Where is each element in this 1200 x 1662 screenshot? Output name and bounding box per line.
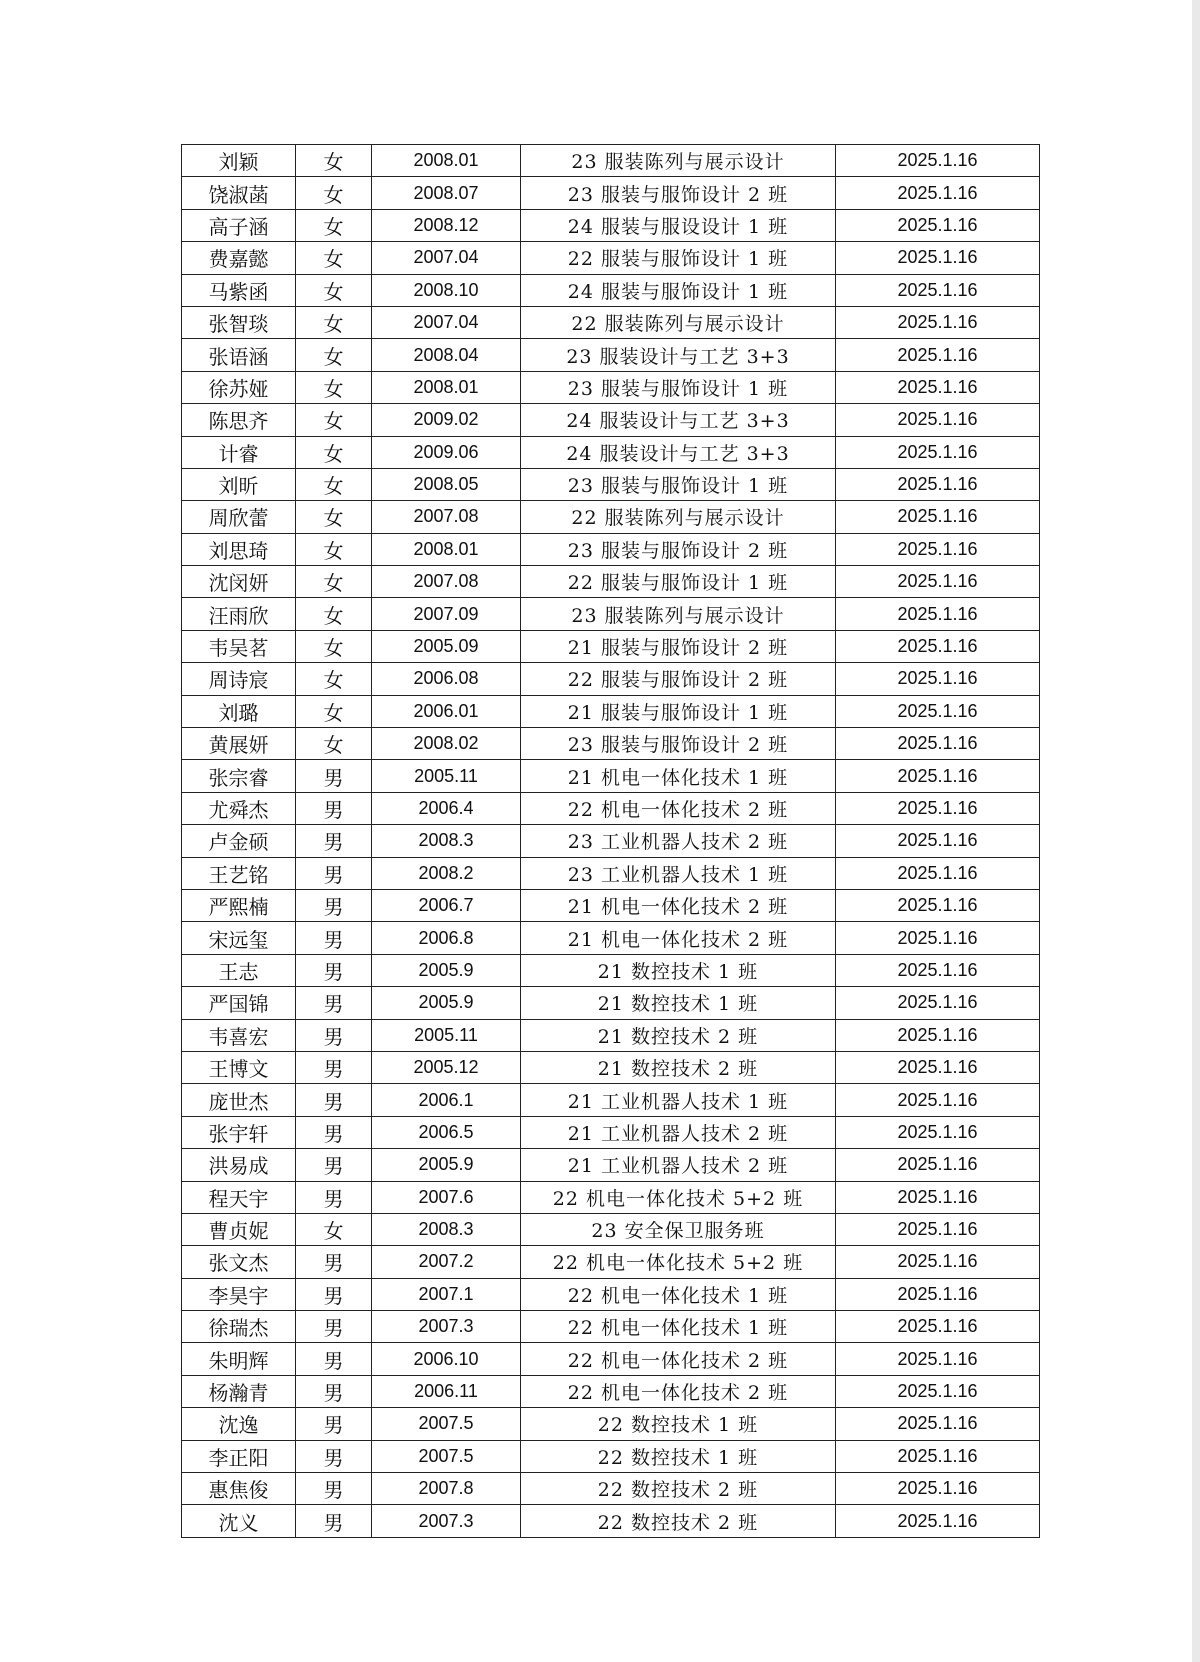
birth-date-cell: 2006.11 <box>372 1375 521 1407</box>
gender-cell: 男 <box>296 1019 372 1051</box>
gender-cell: 男 <box>296 1246 372 1278</box>
date-cell: 2025.1.16 <box>836 1311 1040 1343</box>
gender-cell: 男 <box>296 922 372 954</box>
table-row <box>182 533 1040 565</box>
date-cell: 2025.1.16 <box>836 1084 1040 1116</box>
birth-date-cell: 2007.2 <box>372 1246 521 1278</box>
table-row <box>182 598 1040 630</box>
birth-date-cell: 2005.12 <box>372 1051 521 1083</box>
class-cell: 21 工业机器人技术 2 班 <box>521 1116 836 1148</box>
table-row <box>182 339 1040 371</box>
class-cell: 21 数控技术 1 班 <box>521 987 836 1019</box>
date-cell: 2025.1.16 <box>836 436 1040 468</box>
gender-cell: 女 <box>296 468 372 500</box>
date-cell: 2025.1.16 <box>836 501 1040 533</box>
class-cell: 22 服装陈列与展示设计 <box>521 306 836 338</box>
name-cell: 沈闵妍 <box>182 566 296 598</box>
class-cell: 22 服装与服饰设计 1 班 <box>521 566 836 598</box>
class-cell: 23 服装陈列与展示设计 <box>521 145 836 177</box>
date-cell: 2025.1.16 <box>836 274 1040 306</box>
birth-date-cell: 2008.01 <box>372 533 521 565</box>
class-cell: 21 数控技术 2 班 <box>521 1019 836 1051</box>
table-row <box>182 792 1040 824</box>
class-cell: 22 数控技术 2 班 <box>521 1505 836 1537</box>
date-cell: 2025.1.16 <box>836 242 1040 274</box>
birth-date-cell: 2006.01 <box>372 695 521 727</box>
birth-date-cell: 2006.5 <box>372 1116 521 1148</box>
birth-date-cell: 2007.3 <box>372 1505 521 1537</box>
gender-cell: 女 <box>296 404 372 436</box>
gender-cell: 男 <box>296 1440 372 1472</box>
date-cell: 2025.1.16 <box>836 1440 1040 1472</box>
name-cell: 严国锦 <box>182 987 296 1019</box>
date-cell: 2025.1.16 <box>836 792 1040 824</box>
gender-cell: 女 <box>296 436 372 468</box>
date-cell: 2025.1.16 <box>836 1213 1040 1245</box>
class-cell: 24 服装设计与工艺 3+3 <box>521 404 836 436</box>
birth-date-cell: 2008.12 <box>372 209 521 241</box>
gender-cell: 女 <box>296 242 372 274</box>
student-roster-table <box>181 144 1040 1538</box>
table-row <box>182 1181 1040 1213</box>
birth-date-cell: 2008.2 <box>372 857 521 889</box>
gender-cell: 男 <box>296 1084 372 1116</box>
class-cell: 22 机电一体化技术 5+2 班 <box>521 1181 836 1213</box>
table-row <box>182 1473 1040 1505</box>
table-row <box>182 371 1040 403</box>
date-cell: 2025.1.16 <box>836 468 1040 500</box>
name-cell: 刘璐 <box>182 695 296 727</box>
class-cell: 22 数控技术 1 班 <box>521 1408 836 1440</box>
name-cell: 李正阳 <box>182 1440 296 1472</box>
name-cell: 计睿 <box>182 436 296 468</box>
gender-cell: 女 <box>296 177 372 209</box>
date-cell: 2025.1.16 <box>836 889 1040 921</box>
class-cell: 22 数控技术 1 班 <box>521 1440 836 1472</box>
birth-date-cell: 2007.5 <box>372 1408 521 1440</box>
birth-date-cell: 2006.8 <box>372 922 521 954</box>
name-cell: 沈逸 <box>182 1408 296 1440</box>
table-row <box>182 1019 1040 1051</box>
name-cell: 韦喜宏 <box>182 1019 296 1051</box>
birth-date-cell: 2008.10 <box>372 274 521 306</box>
name-cell: 徐瑞杰 <box>182 1311 296 1343</box>
name-cell: 张智琰 <box>182 306 296 338</box>
roster-body <box>182 145 1040 1538</box>
birth-date-cell: 2007.08 <box>372 566 521 598</box>
gender-cell: 男 <box>296 889 372 921</box>
name-cell: 徐苏娅 <box>182 371 296 403</box>
date-cell: 2025.1.16 <box>836 1149 1040 1181</box>
class-cell: 22 机电一体化技术 2 班 <box>521 792 836 824</box>
table-row <box>182 1246 1040 1278</box>
table-row <box>182 889 1040 921</box>
page-edge <box>1192 0 1200 1662</box>
gender-cell: 女 <box>296 145 372 177</box>
date-cell: 2025.1.16 <box>836 1019 1040 1051</box>
date-cell: 2025.1.16 <box>836 404 1040 436</box>
date-cell: 2025.1.16 <box>836 1505 1040 1537</box>
date-cell: 2025.1.16 <box>836 209 1040 241</box>
table-row <box>182 242 1040 274</box>
name-cell: 刘颖 <box>182 145 296 177</box>
birth-date-cell: 2006.4 <box>372 792 521 824</box>
class-cell: 23 工业机器人技术 1 班 <box>521 857 836 889</box>
name-cell: 高子涵 <box>182 209 296 241</box>
class-cell: 21 机电一体化技术 2 班 <box>521 889 836 921</box>
name-cell: 王志 <box>182 954 296 986</box>
table-row <box>182 1375 1040 1407</box>
date-cell: 2025.1.16 <box>836 825 1040 857</box>
name-cell: 马紫函 <box>182 274 296 306</box>
date-cell: 2025.1.16 <box>836 760 1040 792</box>
table-row <box>182 177 1040 209</box>
date-cell: 2025.1.16 <box>836 663 1040 695</box>
class-cell: 23 服装与服饰设计 1 班 <box>521 468 836 500</box>
date-cell: 2025.1.16 <box>836 728 1040 760</box>
class-cell: 23 服装设计与工艺 3+3 <box>521 339 836 371</box>
name-cell: 刘昕 <box>182 468 296 500</box>
name-cell: 王博文 <box>182 1051 296 1083</box>
table-row <box>182 1084 1040 1116</box>
gender-cell: 女 <box>296 501 372 533</box>
name-cell: 严熙楠 <box>182 889 296 921</box>
table-row <box>182 695 1040 727</box>
class-cell: 23 服装与服饰设计 2 班 <box>521 533 836 565</box>
class-cell: 23 服装与服饰设计 2 班 <box>521 177 836 209</box>
table-row <box>182 145 1040 177</box>
date-cell: 2025.1.16 <box>836 1181 1040 1213</box>
name-cell: 宋远玺 <box>182 922 296 954</box>
class-cell: 23 工业机器人技术 2 班 <box>521 825 836 857</box>
class-cell: 24 服装与服饰设计 1 班 <box>521 274 836 306</box>
name-cell: 张文杰 <box>182 1246 296 1278</box>
gender-cell: 女 <box>296 566 372 598</box>
table-row <box>182 306 1040 338</box>
name-cell: 程天宇 <box>182 1181 296 1213</box>
date-cell: 2025.1.16 <box>836 533 1040 565</box>
gender-cell: 女 <box>296 1213 372 1245</box>
gender-cell: 女 <box>296 274 372 306</box>
table-row <box>182 1505 1040 1537</box>
table-row <box>182 209 1040 241</box>
class-cell: 23 服装陈列与展示设计 <box>521 598 836 630</box>
name-cell: 杨瀚青 <box>182 1375 296 1407</box>
class-cell: 22 服装与服饰设计 1 班 <box>521 242 836 274</box>
table-row <box>182 663 1040 695</box>
class-cell: 24 服装与服设设计 1 班 <box>521 209 836 241</box>
date-cell: 2025.1.16 <box>836 1473 1040 1505</box>
gender-cell: 女 <box>296 339 372 371</box>
gender-cell: 男 <box>296 792 372 824</box>
name-cell: 韦吴茗 <box>182 630 296 662</box>
class-cell: 21 数控技术 2 班 <box>521 1051 836 1083</box>
class-cell: 23 服装与服饰设计 1 班 <box>521 371 836 403</box>
birth-date-cell: 2007.3 <box>372 1311 521 1343</box>
table-row <box>182 1213 1040 1245</box>
gender-cell: 男 <box>296 1278 372 1310</box>
gender-cell: 男 <box>296 857 372 889</box>
date-cell: 2025.1.16 <box>836 987 1040 1019</box>
birth-date-cell: 2005.9 <box>372 987 521 1019</box>
name-cell: 王艺铭 <box>182 857 296 889</box>
class-cell: 22 机电一体化技术 1 班 <box>521 1278 836 1310</box>
gender-cell: 男 <box>296 1181 372 1213</box>
name-cell: 黄展妍 <box>182 728 296 760</box>
gender-cell: 女 <box>296 598 372 630</box>
name-cell: 饶淑菡 <box>182 177 296 209</box>
name-cell: 周欣蕾 <box>182 501 296 533</box>
table-row <box>182 987 1040 1019</box>
class-cell: 21 机电一体化技术 2 班 <box>521 922 836 954</box>
gender-cell: 男 <box>296 1116 372 1148</box>
gender-cell: 男 <box>296 987 372 1019</box>
name-cell: 庞世杰 <box>182 1084 296 1116</box>
table-row <box>182 468 1040 500</box>
table-row <box>182 1311 1040 1343</box>
birth-date-cell: 2009.06 <box>372 436 521 468</box>
table-row <box>182 1408 1040 1440</box>
table-row <box>182 1440 1040 1472</box>
class-cell: 22 机电一体化技术 2 班 <box>521 1343 836 1375</box>
date-cell: 2025.1.16 <box>836 1375 1040 1407</box>
gender-cell: 女 <box>296 728 372 760</box>
table-row <box>182 274 1040 306</box>
date-cell: 2025.1.16 <box>836 630 1040 662</box>
birth-date-cell: 2008.02 <box>372 728 521 760</box>
birth-date-cell: 2007.8 <box>372 1473 521 1505</box>
gender-cell: 女 <box>296 533 372 565</box>
name-cell: 曹贞妮 <box>182 1213 296 1245</box>
date-cell: 2025.1.16 <box>836 1343 1040 1375</box>
birth-date-cell: 2005.9 <box>372 1149 521 1181</box>
gender-cell: 男 <box>296 1051 372 1083</box>
birth-date-cell: 2008.07 <box>372 177 521 209</box>
gender-cell: 男 <box>296 1149 372 1181</box>
name-cell: 张宇轩 <box>182 1116 296 1148</box>
birth-date-cell: 2006.08 <box>372 663 521 695</box>
date-cell: 2025.1.16 <box>836 695 1040 727</box>
name-cell: 刘思琦 <box>182 533 296 565</box>
birth-date-cell: 2005.09 <box>372 630 521 662</box>
gender-cell: 女 <box>296 371 372 403</box>
date-cell: 2025.1.16 <box>836 566 1040 598</box>
table-row <box>182 436 1040 468</box>
table-row <box>182 566 1040 598</box>
birth-date-cell: 2006.7 <box>372 889 521 921</box>
birth-date-cell: 2008.01 <box>372 371 521 403</box>
birth-date-cell: 2005.11 <box>372 760 521 792</box>
name-cell: 汪雨欣 <box>182 598 296 630</box>
gender-cell: 男 <box>296 760 372 792</box>
gender-cell: 男 <box>296 1473 372 1505</box>
table-row <box>182 825 1040 857</box>
date-cell: 2025.1.16 <box>836 598 1040 630</box>
name-cell: 张宗睿 <box>182 760 296 792</box>
name-cell: 尤舜杰 <box>182 792 296 824</box>
table-row <box>182 501 1040 533</box>
birth-date-cell: 2009.02 <box>372 404 521 436</box>
gender-cell: 女 <box>296 695 372 727</box>
date-cell: 2025.1.16 <box>836 1246 1040 1278</box>
gender-cell: 女 <box>296 630 372 662</box>
birth-date-cell: 2005.9 <box>372 954 521 986</box>
table-row <box>182 857 1040 889</box>
date-cell: 2025.1.16 <box>836 1051 1040 1083</box>
birth-date-cell: 2007.08 <box>372 501 521 533</box>
birth-date-cell: 2007.1 <box>372 1278 521 1310</box>
class-cell: 21 工业机器人技术 2 班 <box>521 1149 836 1181</box>
class-cell: 21 数控技术 1 班 <box>521 954 836 986</box>
class-cell: 22 服装陈列与展示设计 <box>521 501 836 533</box>
table-row <box>182 404 1040 436</box>
date-cell: 2025.1.16 <box>836 922 1040 954</box>
table-row <box>182 760 1040 792</box>
name-cell: 惠焦俊 <box>182 1473 296 1505</box>
table-row <box>182 1149 1040 1181</box>
name-cell: 费嘉懿 <box>182 242 296 274</box>
gender-cell: 男 <box>296 825 372 857</box>
birth-date-cell: 2008.04 <box>372 339 521 371</box>
birth-date-cell: 2006.10 <box>372 1343 521 1375</box>
gender-cell: 男 <box>296 954 372 986</box>
class-cell: 22 机电一体化技术 2 班 <box>521 1375 836 1407</box>
table-row <box>182 1116 1040 1148</box>
class-cell: 22 数控技术 2 班 <box>521 1473 836 1505</box>
birth-date-cell: 2007.5 <box>372 1440 521 1472</box>
gender-cell: 男 <box>296 1408 372 1440</box>
date-cell: 2025.1.16 <box>836 954 1040 986</box>
table-row <box>182 630 1040 662</box>
date-cell: 2025.1.16 <box>836 177 1040 209</box>
name-cell: 洪易成 <box>182 1149 296 1181</box>
class-cell: 21 服装与服饰设计 2 班 <box>521 630 836 662</box>
name-cell: 陈思齐 <box>182 404 296 436</box>
gender-cell: 男 <box>296 1311 372 1343</box>
class-cell: 24 服装设计与工艺 3+3 <box>521 436 836 468</box>
class-cell: 21 工业机器人技术 1 班 <box>521 1084 836 1116</box>
birth-date-cell: 2008.01 <box>372 145 521 177</box>
birth-date-cell: 2007.09 <box>372 598 521 630</box>
gender-cell: 男 <box>296 1375 372 1407</box>
birth-date-cell: 2005.11 <box>372 1019 521 1051</box>
birth-date-cell: 2007.04 <box>372 306 521 338</box>
date-cell: 2025.1.16 <box>836 306 1040 338</box>
name-cell: 卢金硕 <box>182 825 296 857</box>
gender-cell: 男 <box>296 1343 372 1375</box>
date-cell: 2025.1.16 <box>836 857 1040 889</box>
table-row <box>182 1278 1040 1310</box>
class-cell: 21 服装与服饰设计 1 班 <box>521 695 836 727</box>
class-cell: 22 机电一体化技术 1 班 <box>521 1311 836 1343</box>
class-cell: 23 安全保卫服务班 <box>521 1213 836 1245</box>
date-cell: 2025.1.16 <box>836 371 1040 403</box>
birth-date-cell: 2006.1 <box>372 1084 521 1116</box>
name-cell: 周诗宸 <box>182 663 296 695</box>
class-cell: 21 机电一体化技术 1 班 <box>521 760 836 792</box>
name-cell: 张语涵 <box>182 339 296 371</box>
date-cell: 2025.1.16 <box>836 1408 1040 1440</box>
class-cell: 22 机电一体化技术 5+2 班 <box>521 1246 836 1278</box>
gender-cell: 女 <box>296 663 372 695</box>
birth-date-cell: 2008.3 <box>372 1213 521 1245</box>
birth-date-cell: 2008.05 <box>372 468 521 500</box>
class-cell: 22 服装与服饰设计 2 班 <box>521 663 836 695</box>
table-row <box>182 1051 1040 1083</box>
table-row <box>182 954 1040 986</box>
birth-date-cell: 2007.04 <box>372 242 521 274</box>
name-cell: 沈义 <box>182 1505 296 1537</box>
gender-cell: 女 <box>296 209 372 241</box>
table-row <box>182 728 1040 760</box>
gender-cell: 男 <box>296 1505 372 1537</box>
table-row <box>182 1343 1040 1375</box>
date-cell: 2025.1.16 <box>836 339 1040 371</box>
birth-date-cell: 2008.3 <box>372 825 521 857</box>
name-cell: 李昊宇 <box>182 1278 296 1310</box>
birth-date-cell: 2007.6 <box>372 1181 521 1213</box>
date-cell: 2025.1.16 <box>836 1278 1040 1310</box>
gender-cell: 女 <box>296 306 372 338</box>
name-cell: 朱明辉 <box>182 1343 296 1375</box>
date-cell: 2025.1.16 <box>836 145 1040 177</box>
date-cell: 2025.1.16 <box>836 1116 1040 1148</box>
class-cell: 23 服装与服饰设计 2 班 <box>521 728 836 760</box>
table-row <box>182 922 1040 954</box>
